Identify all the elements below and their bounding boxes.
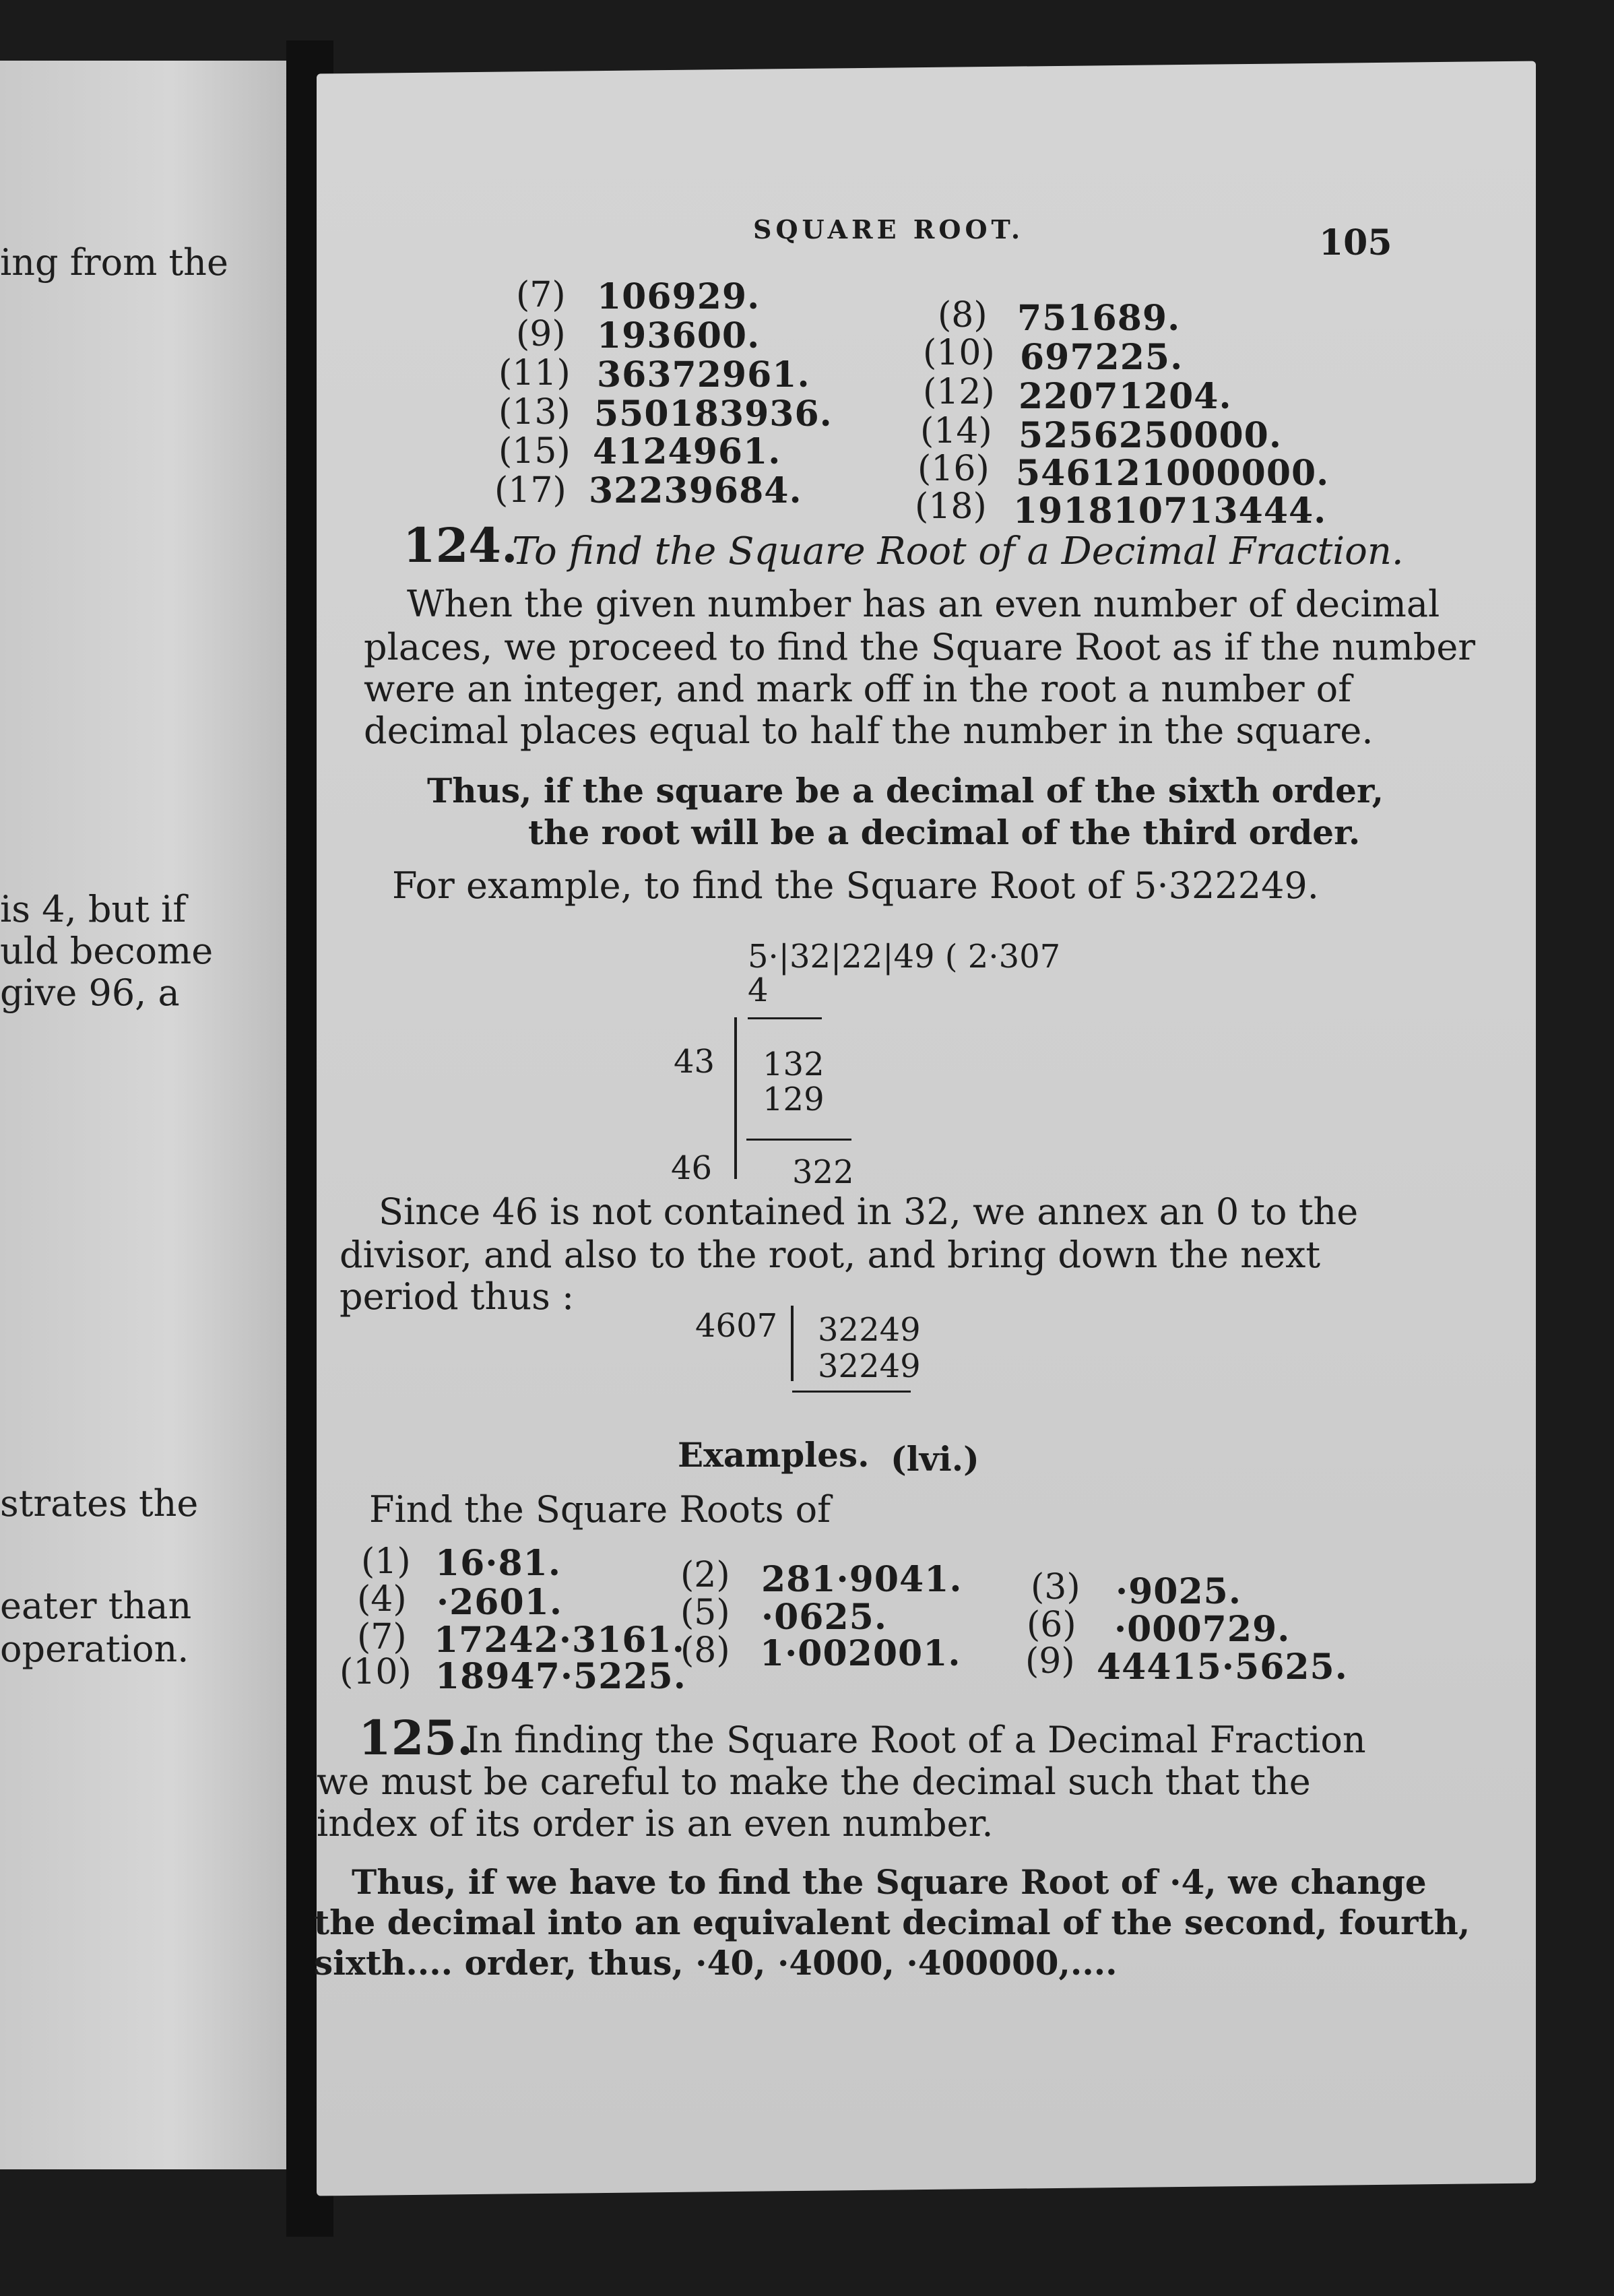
exercise-number: (1) <box>361 1541 411 1582</box>
paragraph-line: decimal places equal to half the number in the square. <box>364 709 1374 752</box>
exercise-number: (10) <box>340 1652 412 1692</box>
working-rule <box>748 1017 822 1019</box>
exercise-number: (12) <box>923 372 995 412</box>
exercise-number: (9) <box>1025 1641 1075 1682</box>
exercise-number: (13) <box>498 392 571 433</box>
paragraph-line: Since 46 is not contained in 32, we annex an 0 to the <box>379 1190 1359 1233</box>
working-divider <box>791 1306 794 1381</box>
exercise-value: 281·9041. <box>761 1559 963 1600</box>
paragraph-line: we must be careful to make the decimal such that the <box>317 1760 1311 1803</box>
rule-line: the root will be a decimal of the third order. <box>528 812 1361 852</box>
page-number: 105 <box>1319 222 1392 263</box>
left-page-line: is 4, but if <box>0 888 187 930</box>
left-page-line: eater than <box>0 1585 192 1627</box>
working-divisor: 46 <box>671 1149 713 1187</box>
exercise-value: 36372961. <box>597 354 810 395</box>
paragraph-line: divisor, and also to the root, and bring down the next <box>340 1234 1321 1276</box>
exercise-value: 1·002001. <box>760 1633 961 1674</box>
exercise-value: 17242·3161. <box>434 1620 685 1661</box>
exercise-value: 22071204. <box>1019 376 1232 417</box>
left-page-line: uld become <box>0 930 214 972</box>
exercise-number: (11) <box>498 353 571 393</box>
exercise-number: (16) <box>917 449 990 489</box>
working-rule <box>746 1139 851 1141</box>
paragraph-line: were an integer, and mark off in the root a number of <box>364 668 1352 710</box>
exercise-value: 193600. <box>597 315 761 356</box>
exercise-value: 4124961. <box>593 431 781 472</box>
working-remainder: 32249 <box>818 1311 921 1349</box>
working-divisor: 4607 <box>695 1307 778 1345</box>
exercise-value: 106929. <box>597 276 761 317</box>
exercise-number: (8) <box>680 1630 730 1671</box>
working-subtrahend: 129 <box>763 1081 825 1118</box>
section-title: To find the Square Root of a Decimal Fraction. <box>512 530 1404 573</box>
exercise-number: (7) <box>357 1617 407 1657</box>
left-page-line: operation. <box>0 1628 189 1670</box>
exercise-value: 18947·5225. <box>435 1656 686 1697</box>
working-first-sub: 4 <box>748 971 769 1009</box>
section-number: 124. <box>403 517 518 573</box>
exercise-value: 32239684. <box>589 470 802 511</box>
left-page-line: ing from the <box>0 241 228 284</box>
working-subtrahend: 32249 <box>818 1347 921 1385</box>
exercise-number: (6) <box>1027 1605 1076 1645</box>
examples-label: (lvi.) <box>891 1439 979 1479</box>
working-divisor: 43 <box>674 1043 715 1081</box>
exercise-value: 44415·5625. <box>1097 1647 1348 1688</box>
exercise-value: 5256250000. <box>1019 415 1282 456</box>
exercise-number: (2) <box>680 1555 730 1595</box>
exercise-value: ·000729. <box>1114 1609 1291 1650</box>
exercise-value: 697225. <box>1020 337 1184 378</box>
exercise-value: ·9025. <box>1116 1571 1241 1612</box>
rule-line: Thus, if the square be a decimal of the sixth order, <box>427 771 1384 810</box>
section-number: 125. <box>358 1710 474 1766</box>
paragraph-line: index of its order is an even number. <box>317 1802 994 1845</box>
exercise-number: (8) <box>938 295 988 336</box>
paragraph-line: places, we proceed to find the Square Root as if the number <box>364 626 1476 668</box>
examples-heading: Examples. <box>678 1435 870 1475</box>
exercise-value: 191810713444. <box>1013 490 1327 532</box>
exercise-number: (9) <box>516 314 566 354</box>
exercise-value: 550183936. <box>594 393 833 435</box>
left-page-line: give 96, a <box>0 971 180 1014</box>
exercise-number: (18) <box>915 486 987 527</box>
running-title: SQUARE ROOT. <box>753 214 1025 245</box>
exercise-value: 546121000000. <box>1016 453 1330 494</box>
exercise-value: ·0625. <box>761 1597 887 1638</box>
exercise-number: (14) <box>920 411 992 451</box>
working-remainder: 322 <box>792 1153 854 1191</box>
paragraph-line: the decimal into an equivalent decimal of the second, fourth, <box>314 1903 1471 1942</box>
examples-intro: Find the Square Roots of <box>369 1488 831 1531</box>
exercise-number: (15) <box>498 431 571 472</box>
exercise-number: (7) <box>516 275 566 315</box>
exercise-number: (10) <box>923 333 995 373</box>
working-remainder: 132 <box>763 1046 825 1083</box>
paragraph-line: sixth.... order, thus, ·40, ·4000, ·400000,.... <box>314 1943 1118 1983</box>
paragraph-line: In finding the Square Root of a Decimal Fraction <box>465 1719 1366 1761</box>
exercise-number: (5) <box>680 1593 730 1633</box>
paragraph-line: When the given number has an even number of decimal <box>407 583 1440 625</box>
exercise-value: 16·81. <box>435 1543 561 1584</box>
exercise-number: (17) <box>494 470 567 511</box>
working-top-line: 5·|32|22|49 ( 2·307 <box>748 938 1061 976</box>
exercise-number: (4) <box>357 1579 407 1620</box>
exercise-value: 751689. <box>1017 298 1181 339</box>
paragraph-line: Thus, if we have to find the Square Root of ·4, we change <box>352 1862 1427 1902</box>
left-page-line: strates the <box>0 1482 199 1525</box>
exercise-number: (3) <box>1031 1567 1080 1607</box>
working-divider <box>734 1017 737 1179</box>
exercise-value: ·2601. <box>437 1582 562 1623</box>
paragraph-line: period thus : <box>340 1275 575 1318</box>
working-rule <box>792 1391 911 1393</box>
example-intro: For example, to find the Square Root of 5·322249. <box>392 864 1319 907</box>
